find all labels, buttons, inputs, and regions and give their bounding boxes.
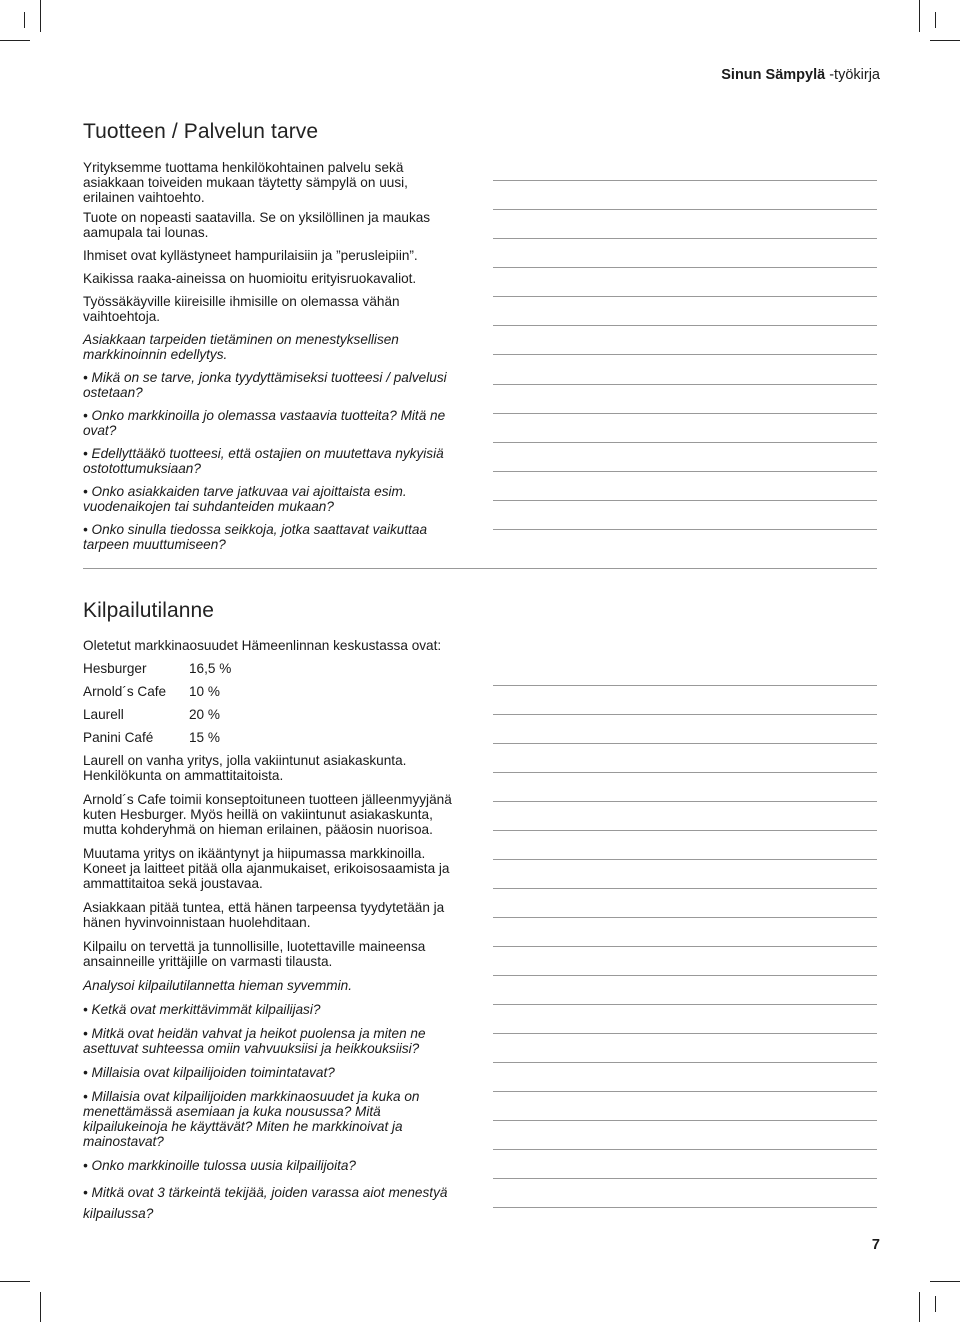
table-row	[83, 684, 231, 707]
answer-line	[493, 238, 877, 239]
answer-line	[493, 500, 877, 501]
competitor-name: Panini Café	[83, 730, 154, 745]
section1-paragraph: Työssäkäyville kiireisille ihmisille on olemassa vähän vaihtoehtoja.	[83, 294, 400, 324]
answer-line	[493, 801, 877, 802]
answer-line	[493, 714, 877, 715]
section-divider	[83, 568, 877, 569]
competitor-share: 10 %	[189, 684, 220, 699]
header-suffix: -työkirja	[825, 67, 880, 83]
answer-line	[493, 384, 877, 385]
section2-intro-italic: Analysoi kilpailutilannetta hieman syvemmin.	[83, 978, 352, 993]
competitor-name: Laurell	[83, 707, 124, 722]
answer-line	[493, 413, 877, 414]
crop-mark-top-right-short	[935, 12, 936, 28]
section1-question: • Mikä on se tarve, jonka tyydyttämiseksi tuotteesi / palvelusi ostetaan?	[83, 370, 447, 400]
running-header	[721, 67, 880, 83]
section2-paragraph: Arnold´s Cafe toimii konseptoituneen tuotteen jälleenmyyjänä kuten Hesburger. Myös heillä on vakiintunut asiakaskunta, mutta kohderyhmä on hieman erilainen, pääosin nuorisoa.	[83, 792, 452, 837]
answer-line	[493, 1120, 877, 1121]
section2-question: • Millaisia ovat kilpailijoiden markkinaosuudet ja kuka on menettämässä asemiaan ja kuka nousussa? Mitä kilpailukeinoja he käyttävät? Miten he markkinoivat ja mainostavat?	[83, 1089, 420, 1149]
answer-line	[493, 529, 877, 530]
section1-question: • Onko sinulla tiedossa seikkoja, jotka saattavat vaikuttaa tarpeen muuttumiseen?	[83, 522, 428, 552]
page-number: 7	[871, 1237, 880, 1253]
crop-mark-bottom-right-h	[930, 1281, 960, 1282]
section2-paragraph: Laurell on vanha yritys, jolla vakiintunut asiakaskunta. Henkilökunta on ammattitaitoista.	[83, 753, 407, 783]
market-share-table	[83, 661, 231, 753]
section1-text	[83, 160, 463, 552]
section2-question: • Ketkä ovat merkittävimmät kilpailijasi?	[83, 1002, 321, 1017]
section1-paragraph: Ihmiset ovat kyllästyneet hampurilaisiin ja ”perusleipiin”.	[83, 248, 418, 263]
crop-mark-top-right-h	[930, 40, 960, 41]
competitor-share: 15 %	[189, 730, 220, 745]
section2-question: • Mitkä ovat 3 tärkeintä tekijää, joiden varassa aiot menestyä kilpailussa?	[83, 1185, 448, 1221]
crop-mark-top-left-v	[40, 0, 41, 32]
answer-line	[493, 180, 877, 181]
answer-line	[493, 772, 877, 773]
section2-text	[83, 638, 463, 1224]
competitor-name: Hesburger	[83, 661, 147, 676]
crop-mark-top-right-v	[919, 0, 920, 32]
section2-question: • Millaisia ovat kilpailijoiden toimintatavat?	[83, 1065, 335, 1080]
answer-line	[493, 267, 877, 268]
answer-line	[493, 1178, 877, 1179]
section2-paragraph: Kilpailu on tervettä ja tunnollisille, luotettaville maineensa ansainneille yrittäjille on varmasti tilausta.	[83, 939, 426, 969]
section1-paragraph: Tuote on nopeasti saatavilla. Se on yksilöllinen ja maukas aamupala tai lounas.	[83, 210, 431, 240]
section2-paragraph: Asiakkaan pitää tuntea, että hänen tarpeensa tyydytetään ja hänen hyvinvoinnistaan huolehditaan.	[83, 900, 445, 930]
answer-line	[493, 209, 877, 210]
section1-question: • Onko markkinoilla jo olemassa vastaavia tuotteita? Mitä ne ovat?	[83, 408, 446, 438]
answer-line	[493, 1207, 877, 1208]
answer-line	[493, 1149, 877, 1150]
section1-question: • Onko asiakkaiden tarve jatkuvaa vai ajoittaista esim. vuodenaikojen tai suhdanteiden mukaan?	[83, 484, 407, 514]
crop-mark-bottom-right-short	[935, 1296, 936, 1312]
answer-line	[493, 917, 877, 918]
crop-mark-top-left-short	[24, 12, 25, 28]
section1-paragraph: Kaikissa raaka-aineissa on huomioitu erityisruokavaliot.	[83, 271, 417, 286]
competitor-name: Arnold´s Cafe	[83, 684, 167, 699]
section2-question: • Mitkä ovat heidän vahvat ja heikot puolensa ja miten ne asettuvat suhteessa omiin vahvuuksiisi ja heikkouksiisi?	[83, 1026, 426, 1056]
section2-question: • Onko markkinoille tulossa uusia kilpailijoita?	[83, 1158, 356, 1173]
crop-mark-top-left-h	[0, 40, 30, 41]
table-row	[83, 661, 231, 684]
answer-line	[493, 1091, 877, 1092]
table-row	[83, 730, 231, 753]
answer-line	[493, 1033, 877, 1034]
section2-intro: Oletetut markkinaosuudet Hämeenlinnan keskustassa ovat:	[83, 638, 442, 653]
answer-line	[493, 888, 877, 889]
section-title-product-need: Tuotteen / Palvelun tarve	[83, 120, 319, 143]
answer-line	[493, 685, 877, 686]
section1-question: • Edellyttääkö tuotteesi, että ostajien on muutettava nykyisiä ostotottumuksiaan?	[83, 446, 444, 476]
answer-line	[493, 1004, 877, 1005]
answer-line	[493, 442, 877, 443]
answer-line	[493, 975, 877, 976]
answer-line	[493, 296, 877, 297]
answer-line	[493, 859, 877, 860]
section2-paragraph: Muutama yritys on ikääntynyt ja hiipumassa markkinoilla. Koneet ja laitteet pitää olla ajanmukaiset, erikoisosaamista ja ammattitaitoa sekä joustavaa.	[83, 846, 450, 891]
answer-line	[493, 471, 877, 472]
header-brand: Sinun Sämpylä	[721, 67, 826, 83]
crop-mark-bottom-left-v	[40, 1292, 41, 1322]
section-title-competition: Kilpailutilanne	[83, 599, 215, 622]
answer-line	[493, 354, 877, 355]
crop-mark-bottom-left-h	[0, 1281, 30, 1282]
table-row	[83, 707, 231, 730]
answer-line	[493, 1062, 877, 1063]
competitor-share: 20 %	[189, 707, 220, 722]
answer-line	[493, 743, 877, 744]
answer-line	[493, 830, 877, 831]
crop-mark-bottom-right-v	[919, 1292, 920, 1322]
section1-intro: Asiakkaan tarpeiden tietäminen on menestyksellisen markkinoinnin edellytys.	[83, 332, 399, 362]
competitor-share: 16,5 %	[189, 661, 232, 676]
answer-line	[493, 946, 877, 947]
answer-line	[493, 325, 877, 326]
section1-paragraph: Yrityksemme tuottama henkilökohtainen palvelu sekä asiakkaan toiveiden mukaan täytetty sämpylä on uusi, erilainen vaihtoehto.	[83, 160, 408, 205]
